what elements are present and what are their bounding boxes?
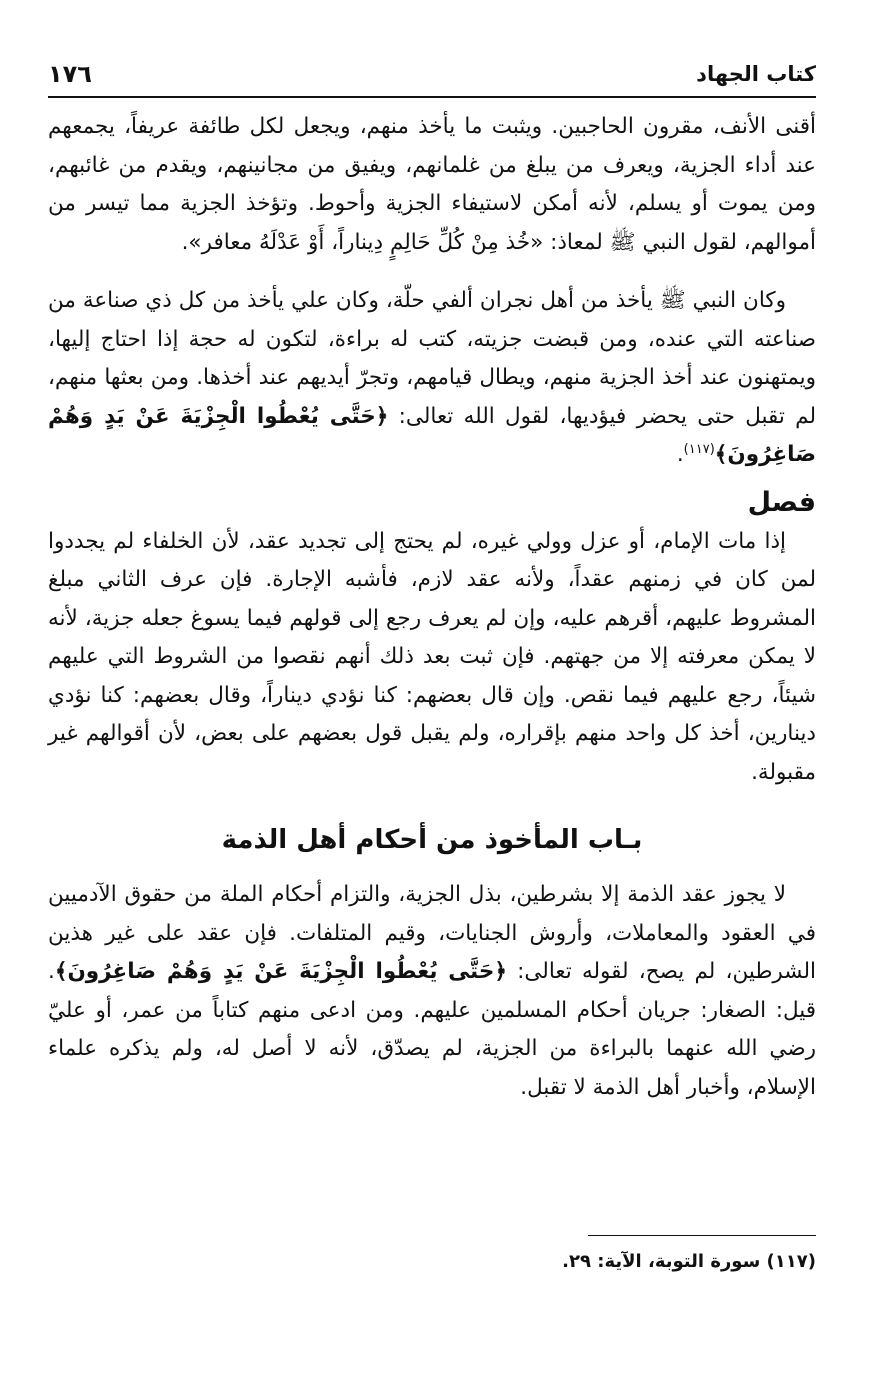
paragraph-text: لا يجوز عقد الذمة إلا بشرطين، بذل الجزية، والتزام أحكام الملة من حقوق الآدميين في العقود والمعاملات، وأروش الجنايات، وقيم المتلفات. فإن عقد على غير هذين الشرطين، لم يصح، لقوله تعالى: <box>48 882 816 984</box>
paragraph-dhimma-conditions <box>48 876 816 1107</box>
paragraph-jizya-collection: أقنى الأنف، مقرون الحاجبين. ويثبت ما يأخذ منهم، ويجعل لكل طائفة عريفاً، يجمعهم عند أداء الجزية، ويعرف من يبلغ من غلمانهم، ويفيق من مجانينهم، ويقدم من غائبهم، ومن يموت أو يسلم، لأنه أمكن لاستيفاء الجزية وأحوط. وتؤخذ الجزية مما تيسر من أموالهم، لقول النبي ﷺ لمعاذ: «خُذ مِنْ كُلِّ حَالِمٍ دِيناراً، أَوْ عَدْلَهُ معافر». <box>48 114 816 255</box>
page-number: ١٧٦ <box>48 60 92 88</box>
paragraph-end: . <box>676 442 684 467</box>
chapter-heading: بـاب المأخوذ من أحكام أهل الذمة <box>221 825 643 855</box>
footnote-divider <box>588 1235 816 1236</box>
paragraph-end: . قيل: الصغار: جريان أحكام المسلمين عليهم. ومن ادعى منهم كتاباً من عمر، أو عليّ رضي الله عنهما بالبراءة من الجزية، لم يصدّق، لأنه لا أصل له، ولم يذكره علماء الإسلام، وأخبار أهل الذمة لا تقبل. <box>48 959 816 1100</box>
quran-verse: ﴿حَتَّى يُعْطُوا الْجِزْيَةَ عَنْ يَدٍ وَهُمْ صَاغِرُونَ﴾ <box>48 403 816 467</box>
paragraph-najran <box>48 282 816 475</box>
book-page <box>48 58 816 1358</box>
running-title: كتاب الجهاد <box>696 62 816 86</box>
paragraph-text: وكان النبي ﷺ يأخذ من أهل نجران ألفي حلّة، وكان علي يأخذ من كل ذي صناعة من صناعته التي عنده، ومن قبضت جزيته، كتب له براءة، لتكون له حجة إذا احتاج إليها، ويمتهنون عند أخذ الجزية منهم، ويطال قيامهم، وتجرّ أيديهم عند أخذها. ومن بعثها منهم، لم تقبل حتى يحضر فيؤديها، لقول الله تعالى: <box>48 288 816 429</box>
paragraph-imam-death: إذا مات الإمام، أو عزل وولي غيره، لم يحتج إلى تجديد عقد، لأن الخلفاء لم يجددوا لمن كان في زمنهم عقداً، ولأنه عقد لازم، فأشبه الإجارة. فإن عرف الثاني مبلغ المشروط عليهم، أقرهم عليه، وإن لم يعرف رجع إلى قولهم فيما يسوغ جعله جزية، لأنه لا يمكن معرفته إلا من جهتهم. فإن ثبت بعد ذلك أنهم نقصوا من الشروط التي عليهم شيئاً، رجع عليهم فيما نقص. وإن قال بعضهم: كنا نؤدي ديناراً، وقال بعضهم: كنا نؤدي دينارين، أخذ كل واحد منهم بإقراره، ولم يقبل قول بعضهم على بعض، لأن أقوالهم غير مقبولة. <box>48 528 816 785</box>
section-heading: فصل <box>747 486 816 518</box>
footnote: (١١٧) سورة التوبة، الآية: ٢٩. <box>562 1251 816 1272</box>
running-header <box>48 58 816 98</box>
quran-verse: ﴿حَتَّى يُعْطُوا الْجِزْيَةَ عَنْ يَدٍ وَهُمْ صَاغِرُونَ﴾ <box>54 959 507 984</box>
footnote-reference: (١١٧) <box>683 441 715 457</box>
